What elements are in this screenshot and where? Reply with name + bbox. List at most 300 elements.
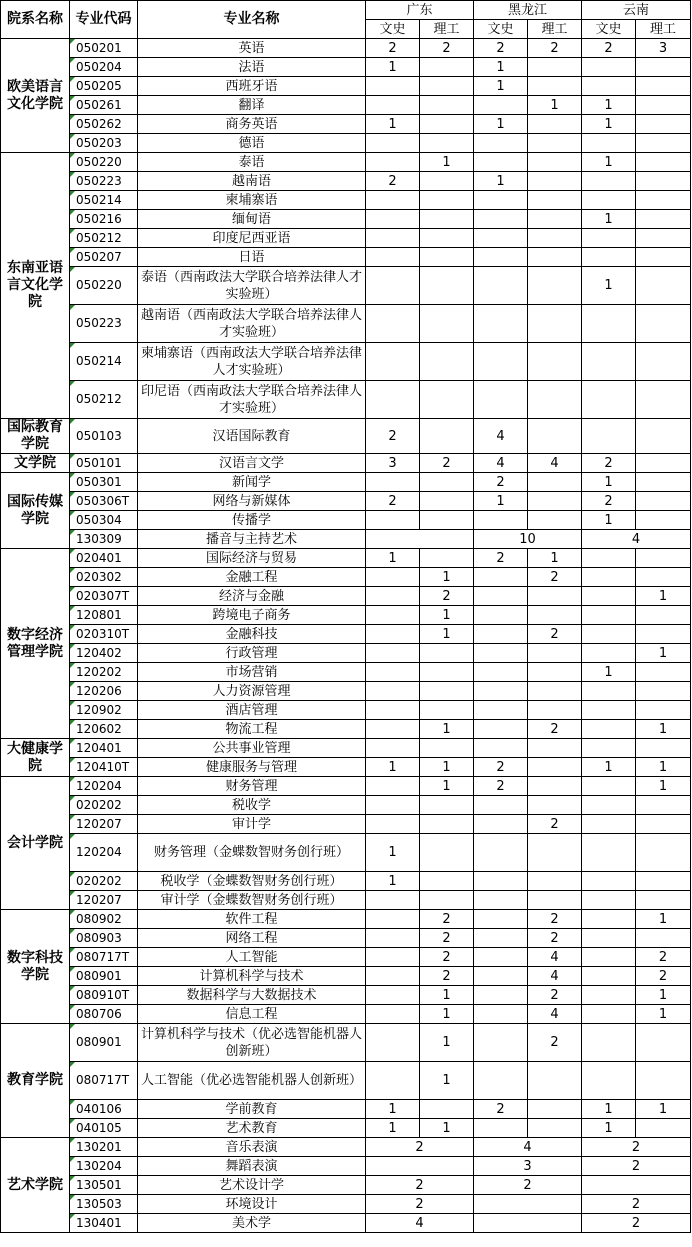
quota-cell bbox=[636, 267, 691, 305]
quota-cell: 2 bbox=[420, 39, 474, 58]
major-code: 080706 bbox=[70, 1005, 138, 1024]
quota-cell bbox=[420, 77, 474, 96]
quota-cell: 2 bbox=[528, 929, 582, 948]
quota-cell: 1 bbox=[528, 96, 582, 115]
quota-cell bbox=[582, 172, 636, 191]
major-code: 080901 bbox=[70, 1024, 138, 1062]
quota-cell bbox=[636, 796, 691, 815]
quota-cell bbox=[474, 967, 528, 986]
quota-cell: 2 bbox=[636, 967, 691, 986]
table-row bbox=[1, 305, 691, 343]
major-code: 020202 bbox=[70, 872, 138, 891]
major-code: 120410T bbox=[70, 758, 138, 777]
quota-cell bbox=[420, 663, 474, 682]
table-row bbox=[1, 343, 691, 381]
quota-cell bbox=[636, 739, 691, 758]
major-name: 泰语 bbox=[138, 153, 366, 172]
table-row bbox=[1, 267, 691, 305]
quota-cell bbox=[528, 248, 582, 267]
quota-cell bbox=[474, 153, 528, 172]
major-name: 印尼语（西南政法大学联合培养法律人才实验班） bbox=[138, 381, 366, 419]
quota-cell: 1 bbox=[636, 910, 691, 929]
quota-merged-cell: 2 bbox=[474, 1176, 582, 1195]
quota-cell bbox=[636, 229, 691, 248]
table-row bbox=[1, 210, 691, 229]
quota-cell bbox=[528, 492, 582, 511]
quota-cell bbox=[474, 381, 528, 419]
quota-cell bbox=[528, 663, 582, 682]
header-subcol: 理工 bbox=[420, 20, 474, 39]
dept-cell: 教育学院 bbox=[1, 1024, 70, 1138]
quota-cell bbox=[528, 77, 582, 96]
major-name: 新闻学 bbox=[138, 473, 366, 492]
major-code: 120204 bbox=[70, 777, 138, 796]
major-name: 英语 bbox=[138, 39, 366, 58]
major-code: 120401 bbox=[70, 739, 138, 758]
dept-cell: 国际传媒学院 bbox=[1, 473, 70, 549]
quota-cell: 1 bbox=[582, 1100, 636, 1119]
quota-cell bbox=[366, 1024, 420, 1062]
quota-cell bbox=[582, 891, 636, 910]
quota-cell bbox=[582, 777, 636, 796]
table-row bbox=[1, 910, 691, 929]
quota-cell bbox=[366, 948, 420, 967]
quota-cell bbox=[582, 229, 636, 248]
header-subcol: 文史 bbox=[366, 20, 420, 39]
quota-cell: 2 bbox=[582, 39, 636, 58]
quota-cell bbox=[366, 606, 420, 625]
major-code: 050101 bbox=[70, 454, 138, 473]
quota-cell bbox=[474, 96, 528, 115]
major-code: 050212 bbox=[70, 381, 138, 419]
major-code: 050205 bbox=[70, 77, 138, 96]
quota-cell bbox=[582, 549, 636, 568]
quota-cell: 2 bbox=[528, 986, 582, 1005]
quota-cell: 2 bbox=[420, 967, 474, 986]
quota-cell: 2 bbox=[366, 419, 420, 454]
quota-cell bbox=[582, 720, 636, 739]
quota-cell bbox=[582, 587, 636, 606]
quota-cell bbox=[528, 1100, 582, 1119]
quota-merged-cell: 2 bbox=[582, 1138, 691, 1157]
quota-cell bbox=[420, 682, 474, 701]
quota-cell bbox=[420, 1100, 474, 1119]
quota-cell bbox=[366, 381, 420, 419]
quota-cell bbox=[636, 58, 691, 77]
table-row bbox=[1, 229, 691, 248]
major-code: 050203 bbox=[70, 134, 138, 153]
major-code: 120202 bbox=[70, 663, 138, 682]
table-row bbox=[1, 96, 691, 115]
major-code: 130501 bbox=[70, 1176, 138, 1195]
quota-cell: 1 bbox=[366, 58, 420, 77]
quota-cell: 2 bbox=[420, 587, 474, 606]
major-name: 数据科学与大数据技术 bbox=[138, 986, 366, 1005]
quota-cell bbox=[366, 134, 420, 153]
quota-cell: 1 bbox=[420, 1119, 474, 1138]
table-row bbox=[1, 191, 691, 210]
quota-cell bbox=[528, 134, 582, 153]
quota-cell bbox=[366, 587, 420, 606]
quota-cell bbox=[474, 796, 528, 815]
header-row bbox=[1, 1, 691, 20]
quota-cell bbox=[366, 929, 420, 948]
quota-cell bbox=[420, 381, 474, 419]
quota-cell bbox=[366, 248, 420, 267]
quota-cell bbox=[582, 682, 636, 701]
quota-cell: 4 bbox=[528, 1005, 582, 1024]
major-code: 020310T bbox=[70, 625, 138, 644]
quota-cell bbox=[528, 473, 582, 492]
quota-cell bbox=[528, 758, 582, 777]
major-name: 播音与主持艺术 bbox=[138, 530, 366, 549]
major-name: 酒店管理 bbox=[138, 701, 366, 720]
quota-cell bbox=[366, 644, 420, 663]
major-code: 080901 bbox=[70, 967, 138, 986]
quota-cell: 2 bbox=[528, 720, 582, 739]
quota-cell bbox=[636, 77, 691, 96]
major-code: 020307T bbox=[70, 587, 138, 606]
table-row bbox=[1, 172, 691, 191]
major-code: 050220 bbox=[70, 267, 138, 305]
quota-cell bbox=[636, 872, 691, 891]
major-name: 跨境电子商务 bbox=[138, 606, 366, 625]
quota-cell bbox=[366, 815, 420, 834]
quota-cell: 1 bbox=[420, 568, 474, 587]
quota-cell bbox=[474, 1024, 528, 1062]
quota-merged-cell: 3 bbox=[474, 1157, 582, 1176]
major-code: 120402 bbox=[70, 644, 138, 663]
quota-cell bbox=[366, 153, 420, 172]
major-code: 120902 bbox=[70, 701, 138, 720]
quota-cell: 1 bbox=[636, 1005, 691, 1024]
major-name: 财务管理（金蝶数智财务创行班） bbox=[138, 834, 366, 872]
quota-cell: 2 bbox=[420, 910, 474, 929]
quota-cell bbox=[636, 834, 691, 872]
quota-cell bbox=[474, 305, 528, 343]
quota-cell bbox=[636, 172, 691, 191]
quota-cell: 1 bbox=[636, 644, 691, 663]
quota-cell bbox=[636, 115, 691, 134]
table-row bbox=[1, 77, 691, 96]
quota-cell: 1 bbox=[420, 625, 474, 644]
major-name: 金融科技 bbox=[138, 625, 366, 644]
table-row bbox=[1, 777, 691, 796]
quota-cell bbox=[420, 492, 474, 511]
major-name: 舞蹈表演 bbox=[138, 1157, 366, 1176]
quota-cell bbox=[636, 568, 691, 587]
header-subcol: 理工 bbox=[636, 20, 691, 39]
quota-cell bbox=[528, 587, 582, 606]
header-province: 云南 bbox=[582, 1, 691, 20]
quota-cell bbox=[636, 625, 691, 644]
quota-cell bbox=[474, 815, 528, 834]
dept-cell: 数字经济管理学院 bbox=[1, 549, 70, 739]
quota-cell: 4 bbox=[528, 948, 582, 967]
quota-cell bbox=[420, 248, 474, 267]
quota-cell bbox=[474, 929, 528, 948]
quota-cell bbox=[582, 701, 636, 720]
quota-cell bbox=[420, 134, 474, 153]
quota-cell bbox=[528, 834, 582, 872]
table-row bbox=[1, 1100, 691, 1119]
table-row bbox=[1, 682, 691, 701]
quota-cell bbox=[582, 739, 636, 758]
quota-merged-cell: 2 bbox=[366, 1138, 474, 1157]
quota-cell bbox=[474, 1062, 528, 1100]
quota-cell bbox=[582, 381, 636, 419]
major-code: 130401 bbox=[70, 1214, 138, 1233]
table-row bbox=[1, 511, 691, 530]
quota-cell bbox=[420, 229, 474, 248]
major-code: 080902 bbox=[70, 910, 138, 929]
quota-cell bbox=[366, 77, 420, 96]
quota-cell bbox=[582, 834, 636, 872]
major-name: 人工智能 bbox=[138, 948, 366, 967]
quota-cell bbox=[528, 210, 582, 229]
quota-cell bbox=[582, 58, 636, 77]
quota-cell bbox=[636, 1119, 691, 1138]
quota-cell bbox=[636, 381, 691, 419]
major-name: 经济与金融 bbox=[138, 587, 366, 606]
quota-cell bbox=[474, 134, 528, 153]
major-name: 人工智能（优必选智能机器人创新班） bbox=[138, 1062, 366, 1100]
major-code: 130503 bbox=[70, 1195, 138, 1214]
quota-cell: 2 bbox=[474, 39, 528, 58]
major-code: 050223 bbox=[70, 305, 138, 343]
quota-cell bbox=[528, 153, 582, 172]
quota-cell bbox=[474, 701, 528, 720]
header-province: 广东 bbox=[366, 1, 474, 20]
major-name: 越南语 bbox=[138, 172, 366, 191]
table-row bbox=[1, 1195, 691, 1214]
quota-cell bbox=[420, 739, 474, 758]
quota-cell bbox=[420, 891, 474, 910]
quota-cell bbox=[636, 454, 691, 473]
quota-cell: 4 bbox=[474, 419, 528, 454]
quota-cell bbox=[582, 929, 636, 948]
quota-cell: 2 bbox=[474, 473, 528, 492]
table-row bbox=[1, 492, 691, 511]
quota-cell bbox=[420, 644, 474, 663]
table-row bbox=[1, 1176, 691, 1195]
quota-cell bbox=[582, 910, 636, 929]
quota-cell bbox=[420, 419, 474, 454]
quota-cell bbox=[474, 1119, 528, 1138]
table-row bbox=[1, 986, 691, 1005]
quota-cell: 2 bbox=[528, 910, 582, 929]
quota-cell bbox=[366, 986, 420, 1005]
quota-cell bbox=[636, 891, 691, 910]
major-code: 080717T bbox=[70, 948, 138, 967]
table-row bbox=[1, 815, 691, 834]
major-code: 020302 bbox=[70, 568, 138, 587]
quota-cell bbox=[474, 606, 528, 625]
major-code: 050223 bbox=[70, 172, 138, 191]
quota-cell bbox=[528, 701, 582, 720]
dept-cell: 艺术学院 bbox=[1, 1138, 70, 1233]
table-row bbox=[1, 834, 691, 872]
quota-merged-cell: 2 bbox=[582, 1157, 691, 1176]
quota-cell bbox=[582, 1024, 636, 1062]
table-row bbox=[1, 1214, 691, 1233]
quota-cell bbox=[366, 210, 420, 229]
quota-merged-cell bbox=[366, 530, 474, 549]
quota-cell bbox=[420, 872, 474, 891]
major-name: 软件工程 bbox=[138, 910, 366, 929]
major-code: 080717T bbox=[70, 1062, 138, 1100]
major-name: 汉语言文学 bbox=[138, 454, 366, 473]
table-row bbox=[1, 454, 691, 473]
table-row bbox=[1, 1138, 691, 1157]
major-code: 120207 bbox=[70, 815, 138, 834]
major-code: 050214 bbox=[70, 343, 138, 381]
quota-cell bbox=[636, 473, 691, 492]
quota-cell bbox=[636, 305, 691, 343]
quota-cell bbox=[636, 549, 691, 568]
quota-cell bbox=[474, 663, 528, 682]
quota-cell bbox=[528, 305, 582, 343]
major-name: 税收学（金蝶数智财务创行班） bbox=[138, 872, 366, 891]
quota-cell: 1 bbox=[582, 663, 636, 682]
table-row bbox=[1, 606, 691, 625]
quota-cell bbox=[582, 967, 636, 986]
quota-cell bbox=[528, 644, 582, 663]
quota-cell bbox=[582, 1005, 636, 1024]
quota-merged-cell: 10 bbox=[474, 530, 582, 549]
quota-cell: 1 bbox=[366, 834, 420, 872]
major-name: 信息工程 bbox=[138, 1005, 366, 1024]
quota-cell bbox=[528, 872, 582, 891]
quota-cell: 1 bbox=[366, 758, 420, 777]
quota-cell bbox=[366, 777, 420, 796]
quota-cell bbox=[420, 701, 474, 720]
major-name: 商务英语 bbox=[138, 115, 366, 134]
quota-cell bbox=[636, 492, 691, 511]
major-code: 130204 bbox=[70, 1157, 138, 1176]
quota-cell: 2 bbox=[528, 568, 582, 587]
quota-cell bbox=[366, 229, 420, 248]
table-row bbox=[1, 625, 691, 644]
quota-cell bbox=[636, 929, 691, 948]
quota-cell bbox=[474, 568, 528, 587]
major-code: 050201 bbox=[70, 39, 138, 58]
major-name: 缅甸语 bbox=[138, 210, 366, 229]
quota-merged-cell bbox=[474, 1214, 582, 1233]
quota-cell bbox=[528, 1062, 582, 1100]
quota-cell: 2 bbox=[474, 758, 528, 777]
major-code: 050304 bbox=[70, 511, 138, 530]
table-row bbox=[1, 1119, 691, 1138]
major-name: 学前教育 bbox=[138, 1100, 366, 1119]
quota-cell: 4 bbox=[474, 454, 528, 473]
major-code: 050220 bbox=[70, 153, 138, 172]
quota-cell bbox=[366, 305, 420, 343]
dept-cell: 欧美语言 文化学院 bbox=[1, 39, 70, 153]
quota-cell bbox=[420, 815, 474, 834]
quota-cell: 2 bbox=[420, 929, 474, 948]
quota-cell bbox=[636, 210, 691, 229]
quota-cell: 1 bbox=[366, 1119, 420, 1138]
quota-cell bbox=[420, 191, 474, 210]
major-name: 税收学 bbox=[138, 796, 366, 815]
quota-cell bbox=[636, 134, 691, 153]
major-code: 050214 bbox=[70, 191, 138, 210]
major-code: 120206 bbox=[70, 682, 138, 701]
quota-cell bbox=[474, 267, 528, 305]
quota-cell bbox=[474, 644, 528, 663]
quota-cell bbox=[582, 77, 636, 96]
major-name: 艺术设计学 bbox=[138, 1176, 366, 1195]
quota-cell bbox=[366, 191, 420, 210]
quota-cell bbox=[366, 473, 420, 492]
quota-cell bbox=[474, 720, 528, 739]
table-row bbox=[1, 1024, 691, 1062]
major-name: 计算机科学与技术（优必选智能机器人创新班） bbox=[138, 1024, 366, 1062]
quota-cell: 1 bbox=[366, 115, 420, 134]
quota-cell bbox=[636, 419, 691, 454]
major-name: 网络与新媒体 bbox=[138, 492, 366, 511]
quota-cell: 1 bbox=[420, 758, 474, 777]
quota-cell: 2 bbox=[528, 39, 582, 58]
major-name: 审计学（金蝶数智财务创行班） bbox=[138, 891, 366, 910]
table-row bbox=[1, 549, 691, 568]
dept-cell: 数字科技学院 bbox=[1, 910, 70, 1024]
quota-cell bbox=[582, 568, 636, 587]
table-row bbox=[1, 473, 691, 492]
quota-cell bbox=[420, 96, 474, 115]
quota-cell bbox=[636, 511, 691, 530]
quota-cell bbox=[636, 248, 691, 267]
quota-cell: 2 bbox=[366, 172, 420, 191]
quota-cell: 2 bbox=[528, 625, 582, 644]
table-row bbox=[1, 587, 691, 606]
quota-cell bbox=[582, 248, 636, 267]
quota-cell: 1 bbox=[366, 872, 420, 891]
table-row bbox=[1, 720, 691, 739]
quota-cell bbox=[528, 343, 582, 381]
quota-cell bbox=[366, 910, 420, 929]
quota-cell bbox=[474, 910, 528, 929]
quota-cell: 2 bbox=[582, 492, 636, 511]
major-code: 040105 bbox=[70, 1119, 138, 1138]
quota-cell: 1 bbox=[636, 758, 691, 777]
quota-cell: 3 bbox=[636, 39, 691, 58]
quota-cell: 1 bbox=[366, 1100, 420, 1119]
major-code: 040106 bbox=[70, 1100, 138, 1119]
major-name: 环境设计 bbox=[138, 1195, 366, 1214]
quota-cell bbox=[366, 720, 420, 739]
quota-cell bbox=[366, 267, 420, 305]
major-code: 050301 bbox=[70, 473, 138, 492]
quota-cell bbox=[366, 663, 420, 682]
quota-cell bbox=[474, 343, 528, 381]
quota-cell bbox=[420, 58, 474, 77]
quota-cell bbox=[474, 891, 528, 910]
quota-cell bbox=[528, 739, 582, 758]
quota-cell bbox=[528, 191, 582, 210]
dept-cell: 国际教育学院 bbox=[1, 419, 70, 454]
quota-cell bbox=[420, 549, 474, 568]
quota-cell: 1 bbox=[420, 1005, 474, 1024]
quota-cell bbox=[582, 343, 636, 381]
major-name: 翻译 bbox=[138, 96, 366, 115]
quota-cell bbox=[582, 872, 636, 891]
quota-cell bbox=[636, 701, 691, 720]
quota-cell: 2 bbox=[582, 454, 636, 473]
major-name: 公共事业管理 bbox=[138, 739, 366, 758]
quota-cell: 1 bbox=[582, 210, 636, 229]
